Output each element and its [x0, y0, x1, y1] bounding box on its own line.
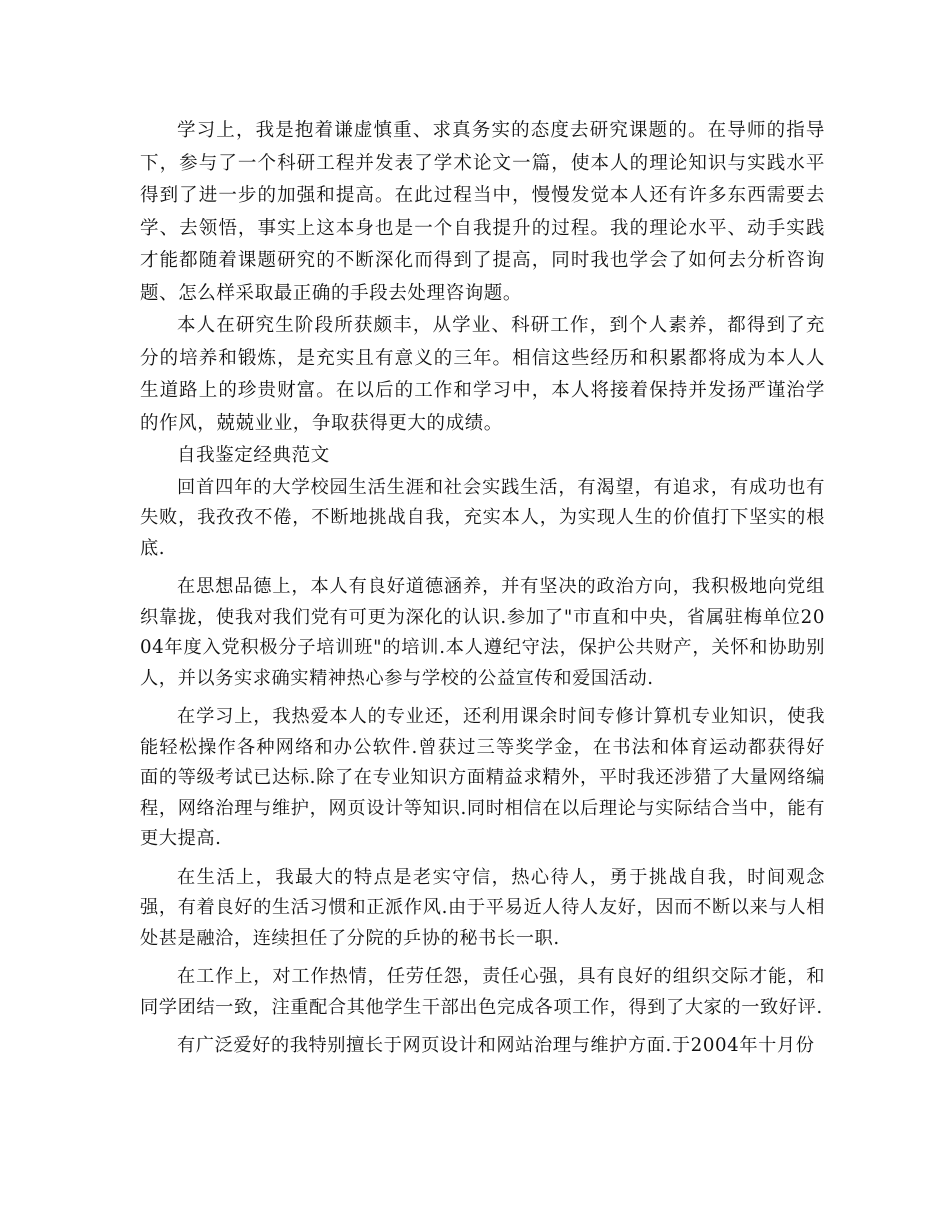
paragraph: 在工作上，对工作热情，任劳任怨，责任心强，具有良好的组织交际才能，和同学团结一致，注重配合其他学生干部出色完成各项工作，得到了大家的一致好评.: [140, 966, 825, 1018]
paragraph: 在思想品德上，本人有良好道德涵养，并有坚决的政治方向，我积极地向党组织靠拢，使我对我们党有可更为深化的认识.参加了"市直和中央，省属驻梅单位2004年度入党积极分子培训班"的培训.本人遵纪守法，保护公共财产，关怀和协助别人，并以务实求确实精神热心参与学校的公益宣传和爱国活动.: [140, 576, 825, 689]
section-heading: 自我鉴定经典范文: [177, 445, 330, 466]
paragraph: 在学习上，我热爱本人的专业还，还利用课余时间专修计算机专业知识，使我能轻松操作各种网络和办公软件.曾获过三等奖学金，在书法和体育运动都获得好 面的等级考试已达标.除了在专业知识方面精益求精外，平时我还涉猎了大量网络编程，网络治理与维护，网页设计等知识.同时相信在以后理论与实际结合当中，能有更大提高.: [140, 706, 825, 849]
paragraph: 有广泛爱好的我特别擅长于网页设计和网站治理与维护方面.于2004年十月份: [177, 1035, 815, 1056]
section-self-appraisal: [140, 473, 825, 1062]
paragraph: 回首四年的大学校园生活生涯和社会实践生活，有渴望，有追求，有成功也有失败，我孜孜不倦，不断地挑战自我，充实本人，为实现人生的价值打下坚实的根底.: [140, 476, 825, 559]
section-graduate-summary: [140, 115, 825, 440]
paragraph: 在生活上，我最大的特点是老实守信，热心待人，勇于挑战自我，时间观念强，有着良好的生活习惯和正派作风.由于平易近人待人友好，因而不断以来与人相处甚是融洽，连续担任了分院的乒协的秘书长一职.: [140, 866, 825, 949]
paragraph: 本人在研究生阶段所获颇丰，从学业、科研工作，到个人素养，都得到了充分的培养和锻炼，是充实且有意义的三年。相信这些经历和积累都将成为本人人生道路上的珍贵财富。在以后的工作和学习中，本人将接着保持并发扬严谨治学的作风，兢兢业业，争取获得更大的成绩。: [140, 315, 825, 434]
paragraph: 学习上，我是抱着谦虚慎重、求真务实的态度去研究课题的。在导师的指导下，参与了一个科研工程并发表了学术论文一篇，使本人的理论知识与实践水平得到了进一步的加强和提高。在此过程当中，慢慢发觉本人还有许多东西需要去学、去领悟，事实上这本身也是一个自我提升的过程。我的理论水平、动手实践才能都随着课题研究的不断深化而得到了提高，同时我也学会了如何去分析咨询题、怎么样采取最正确的手段去处理咨询题。: [140, 120, 825, 304]
document-body: [140, 115, 825, 1062]
